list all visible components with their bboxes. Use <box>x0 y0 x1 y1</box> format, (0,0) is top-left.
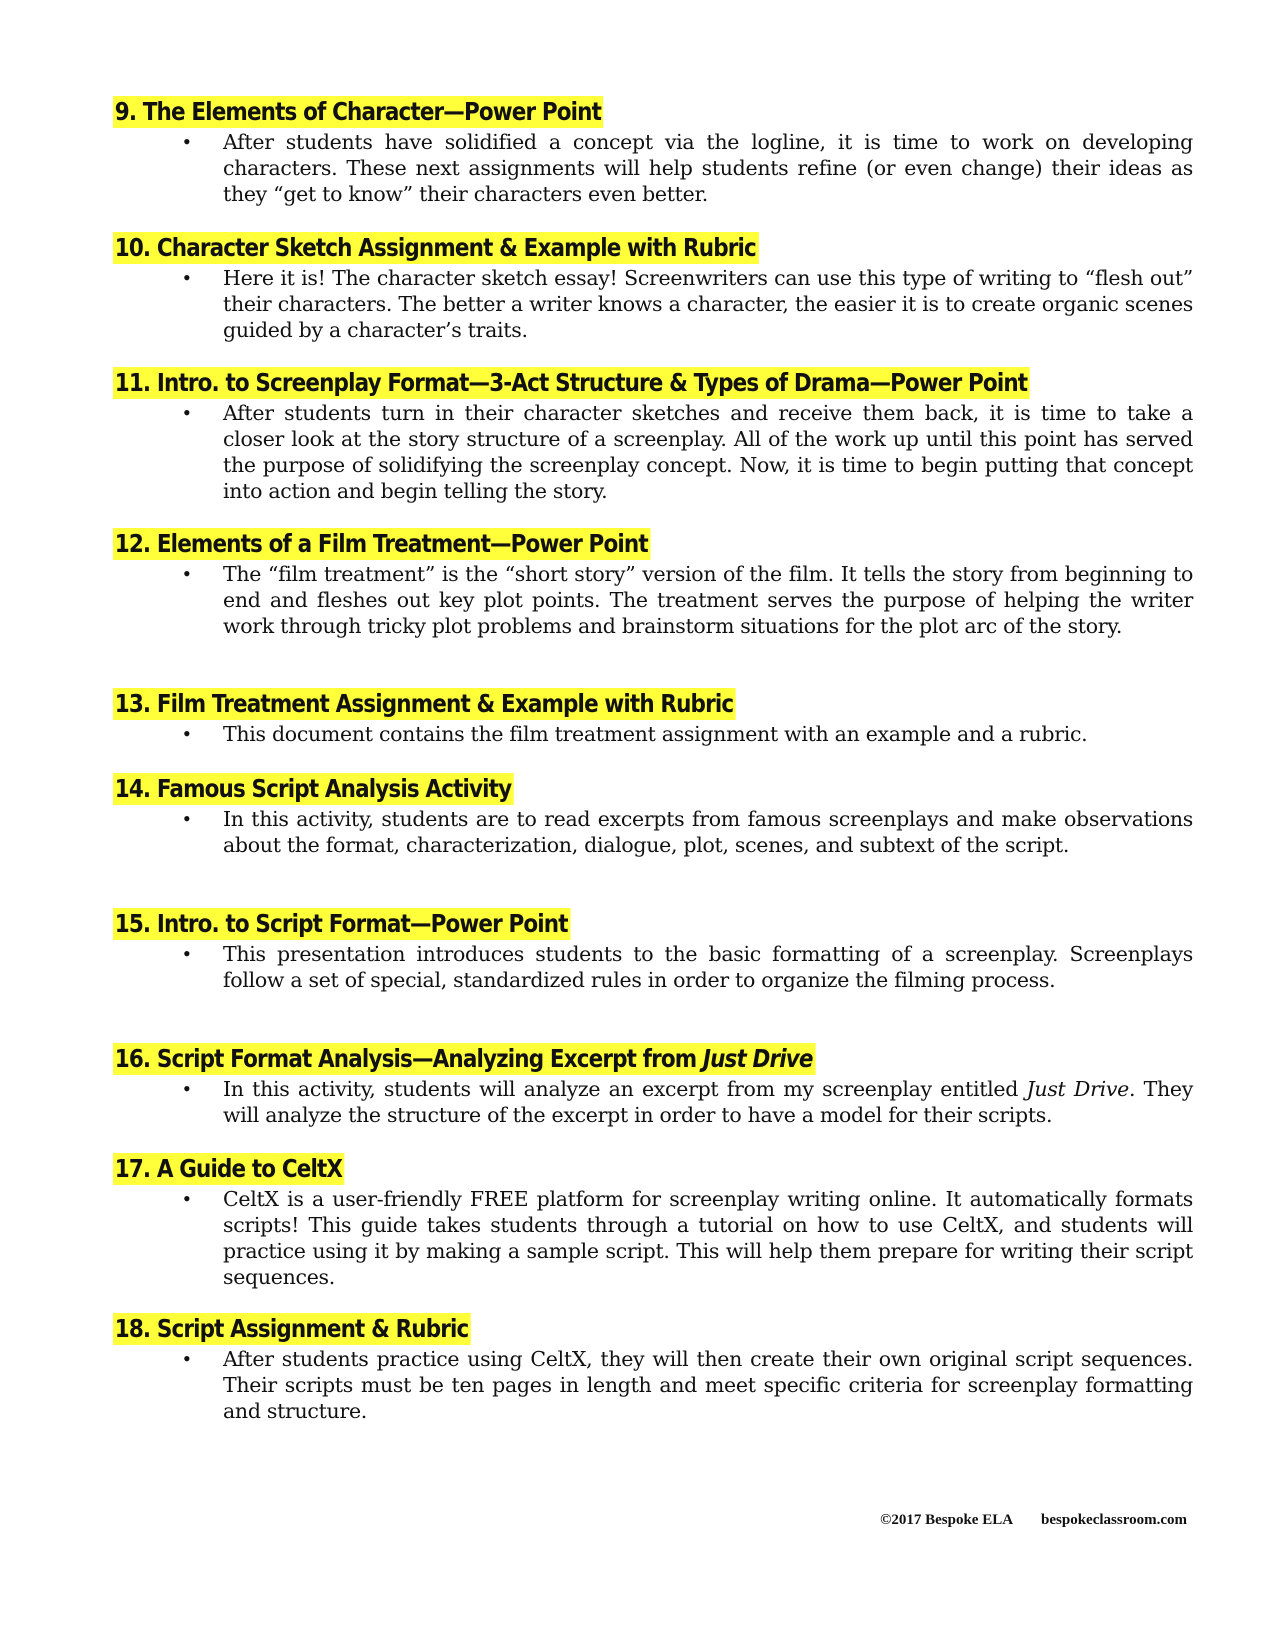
section-body: After students turn in their character sketches and receive them back, it is time to take a closer look at the story structure of a screenplay. All of the work up until this point has served the purpose of solidifying the screenplay concept. Now, it is time to begin putting that concept into action and begin telling the story. <box>223 401 1193 503</box>
section-15 <box>113 908 1193 993</box>
screenplay-title: Just Drive <box>1026 1077 1129 1101</box>
section-body: In this activity, students are to read excerpts from famous screenplays and make observations about the format, characterization, dialogue, plot, scenes, and subtext of the script. <box>223 807 1193 857</box>
section-heading: 16. Script Format Analysis—Analyzing Excerpt from Just Drive <box>113 1043 815 1075</box>
bullet-icon: • <box>183 561 191 586</box>
section-body: After students practice using CeltX, they will then create their own original script sequences. Their scripts must be ten pages in length and meet specific criteria for screenplay formatting and structure. <box>223 1347 1193 1423</box>
section-16 <box>113 1043 1193 1128</box>
section-heading: 9. The Elements of Character—Power Point <box>113 96 604 128</box>
section-heading: 13. Film Treatment Assignment & Example with Rubric <box>113 688 736 720</box>
section-body: This document contains the film treatment assignment with an example and a rubric. <box>223 722 1088 746</box>
bullet-icon: • <box>183 1076 191 1101</box>
section-body: In this activity, students will analyze an excerpt from my screenplay entitled Just Drive. They will analyze the structure of the excerpt in order to have a model for their scripts. <box>223 1077 1193 1127</box>
bullet-icon: • <box>183 129 191 154</box>
bullet-icon: • <box>183 265 191 290</box>
section-heading: 10. Character Sketch Assignment & Example with Rubric <box>113 232 758 264</box>
bullet-icon: • <box>183 806 191 831</box>
section-9 <box>113 96 1193 207</box>
section-11 <box>113 367 1193 504</box>
section-14 <box>113 773 1193 858</box>
bullet-icon: • <box>183 400 191 425</box>
section-body: This presentation introduces students to the basic formatting of a screenplay. Screenplays follow a set of special, standardized rules in order to organize the filming process. <box>223 942 1193 992</box>
section-13 <box>113 688 1193 747</box>
section-heading: 14. Famous Script Analysis Activity <box>113 773 514 805</box>
section-17 <box>113 1153 1193 1290</box>
section-body: The “film treatment” is the “short story” version of the film. It tells the story from beginning to end and fleshes out key plot points. The treatment serves the purpose of helping the writer work through tricky plot problems and brainstorm situations for the plot arc of the story. <box>223 562 1193 638</box>
footer-copyright: ©2017 Bespoke ELA <box>880 1512 1014 1528</box>
section-heading: 18. Script Assignment & Rubric <box>113 1313 471 1345</box>
section-body: CeltX is a user-friendly FREE platform for screenplay writing online. It automatically formats scripts! This guide takes students through a tutorial on how to use CeltX, and students will practice using it by making a sample script. This will help them prepare for writing their script sequences. <box>223 1187 1193 1289</box>
section-heading: 15. Intro. to Script Format—Power Point <box>113 908 570 940</box>
bullet-icon: • <box>183 721 191 746</box>
section-12 <box>113 528 1193 639</box>
footer-website: bespokeclassroom.com <box>1041 1512 1187 1528</box>
section-18 <box>113 1313 1193 1424</box>
bullet-icon: • <box>183 1346 191 1371</box>
bullet-icon: • <box>183 1186 191 1211</box>
section-heading: 11. Intro. to Screenplay Format—3-Act Structure & Types of Drama—Power Point <box>113 367 1030 399</box>
section-heading: 17. A Guide to CeltX <box>113 1153 345 1185</box>
section-body: Here it is! The character sketch essay! Screenwriters can use this type of writing to “flesh out” their characters. The better a writer knows a character, the easier it is to create organic scenes guided by a character’s traits. <box>223 266 1193 342</box>
section-heading: 12. Elements of a Film Treatment—Power Point <box>113 528 650 560</box>
section-body: After students have solidified a concept via the logline, it is time to work on developing characters. These next assignments will help students refine (or even change) their ideas as they “get to know” their characters even better. <box>223 130 1193 206</box>
page-footer <box>880 1512 1187 1529</box>
bullet-icon: • <box>183 941 191 966</box>
section-10 <box>113 232 1193 343</box>
